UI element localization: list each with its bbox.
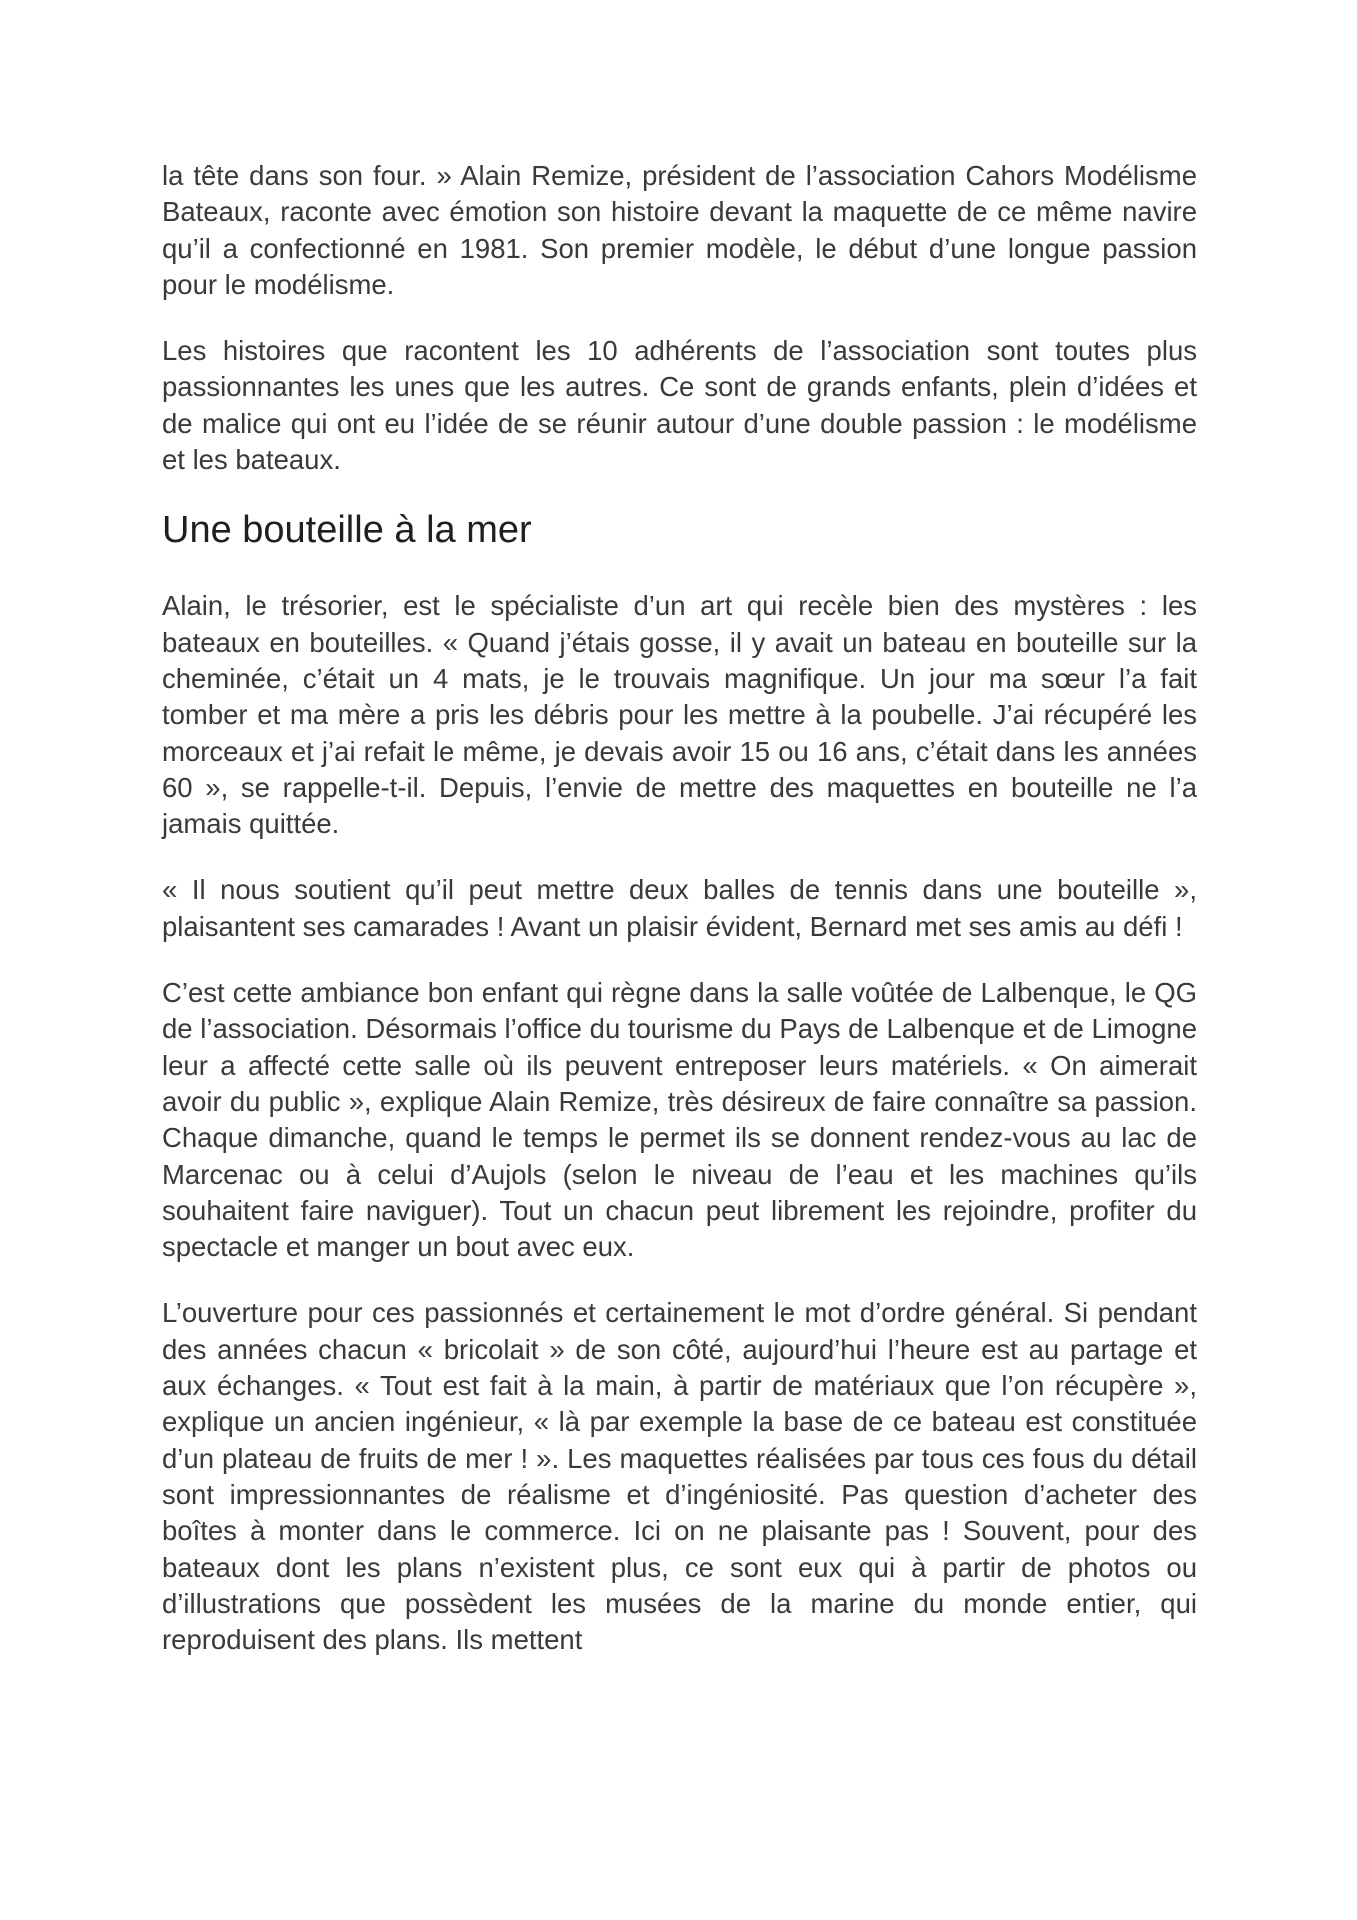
paragraph-openness: L’ouverture pour ces passionnés et certainement le mot d’ordre général. Si pendant des années chacun « bricolait » de son côté, aujourd’hui l’heure est au partage et aux échanges. « Tout est fait à la main, à partir de matériaux que l’on récupère », explique un ancien ingénieur, « là par exemple la base de ce bateau est constituée d’un plateau de fruits de mer ! ». Les maquettes réalisées par tous ces fous du détail sont impressionnantes de réalisme et d’ingéniosité. Pas question d’acheter des boîtes à monter dans le commerce. Ici on ne plaisante pas ! Souvent, pour des bateaux dont les plans n’existent plus, ce sont eux qui à partir de photos ou d’illustrations que possèdent les musées de la marine du monde entier, qui reproduisent des plans. Ils mettent — [162, 1297, 1197, 1656]
paragraph-intro: la tête dans son four. » Alain Remize, président de l’association Cahors Modélisme Bateaux, raconte avec émotion son histoire devant la maquette de ce même navire qu’il a confectionné en 1981. Son premier modèle, le début d’une longue passion pour le modélisme. — [162, 160, 1197, 300]
paragraph-tennis-balls: « Il nous soutient qu’il peut mettre deux balles de tennis dans une bouteille », plaisantent ses camarades ! Avant un plaisir évident, Bernard met ses amis au défi ! — [162, 874, 1197, 942]
section-heading: Une bouteille à la mer — [162, 509, 532, 552]
document-page — [162, 158, 1197, 1688]
paragraph-bottles: Alain, le trésorier, est le spécialiste d’un art qui recèle bien des mystères : les bateaux en bouteilles. « Quand j’étais gosse, il y avait un bateau en bouteille sur la cheminée, c’était un 4 mats, je le trouvais magnifique. Un jour ma sœur l’a fait tomber et ma mère a pris les débris pour les mettre à la poubelle. J’ai récupéré les morceaux et j’ai refait le même, je devais avoir 15 ou 16 ans, c’était dans les années 60 », se rappelle-t-il. Depuis, l’envie de mettre des maquettes en bouteille ne l’a jamais quittée. — [162, 590, 1197, 840]
paragraph-ambiance: C’est cette ambiance bon enfant qui règne dans la salle voûtée de Lalbenque, le QG de l’association. Désormais l’office du tourisme du Pays de Lalbenque et de Limogne leur a affecté cette salle où ils peuvent entreposer leurs matériels. « On aimerait avoir du public », explique Alain Remize, très désireux de faire connaître sa passion. Chaque dimanche, quand le temps le permet ils se donnent rendez-vous au lac de Marcenac ou à celui d’Aujols (selon le niveau de l’eau et les machines qu’ils souhaitent faire naviguer). Tout un chacun peut librement les rejoindre, profiter du spectacle et manger un bout avec eux. — [162, 977, 1197, 1263]
paragraph-members: Les histoires que racontent les 10 adhérents de l’association sont toutes plus passionnantes les unes que les autres. Ce sont de grands enfants, plein d’idées et de malice qui ont eu l’idée de se réunir autour d’une double passion : le modélisme et les bateaux. — [162, 335, 1197, 476]
